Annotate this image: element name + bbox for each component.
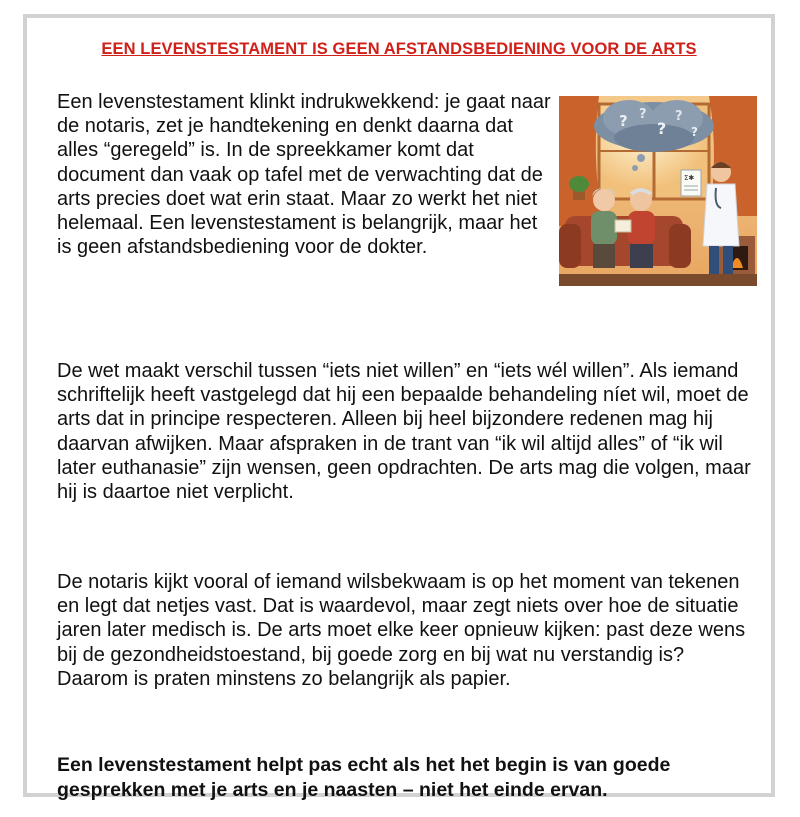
svg-text:?: ? [639,107,647,122]
paragraph-law: De wet maakt verschil tussen “iets niet willen” en “iets wél willen”. Als iemand schriftelijk heeft vastgelegd dat hij een bepaalde behandeling níet wil, moet de arts dat in principe respecteren. Alleen bij heel bijzondere redenen mag hij daarvan afwijken. Maar afspraken in de trant van “ik wil altijd alles” of “ik wil later euthanasie” zijn wensen, geen opdrachten. De arts mag die volgen, maar hij is daartoe niet verplicht. [57,360,751,504]
svg-text:?: ? [619,112,628,130]
paragraph-intro: Een levenstestament klinkt indrukwekkend: je gaat naar de notaris, zet je handtekening en denkt daarna dat alles “geregeld” is. In de spreekkamer komt dat document dan vaak op tafel met de verwachting dat de arts precies doet wat erin staat. Maar zo werkt het niet helemaal. Een levenstestament is belangrijk, maar het is geen afstandsbediening voor de dokter. [57,91,551,259]
elderly-couple-doctor-illustration-icon [559,96,757,286]
article-frame [23,14,775,801]
svg-text:?: ? [657,119,667,138]
paragraph-notary: De notaris kijkt vooral of iemand wilsbekwaam is op het moment van tekenen en legt dat netjes vast. Dat is waardevol, maar zegt niets over hoe de situatie jaren later medisch is. De arts moet elke keer opnieuw kijken: past deze wens bij de gezondheidstoestand, bij goede zorg en bij wat nu verstandig is? Daarom is praten minstens zo belangrijk als papier. [57,571,746,690]
conclusion-paragraph: Een levenstestament helpt pas echt als het het begin is van goede gesprekken met je arts en je naasten – niet het einde ervan. [57,754,671,801]
svg-text:?: ? [691,125,698,139]
article-title: EEN LEVENSTESTAMENT IS GEEN AFSTANDSBEDIENING VOOR DE ARTS [101,40,697,58]
svg-text:Σ✱: Σ✱ [684,174,695,182]
svg-text:?: ? [675,109,683,124]
